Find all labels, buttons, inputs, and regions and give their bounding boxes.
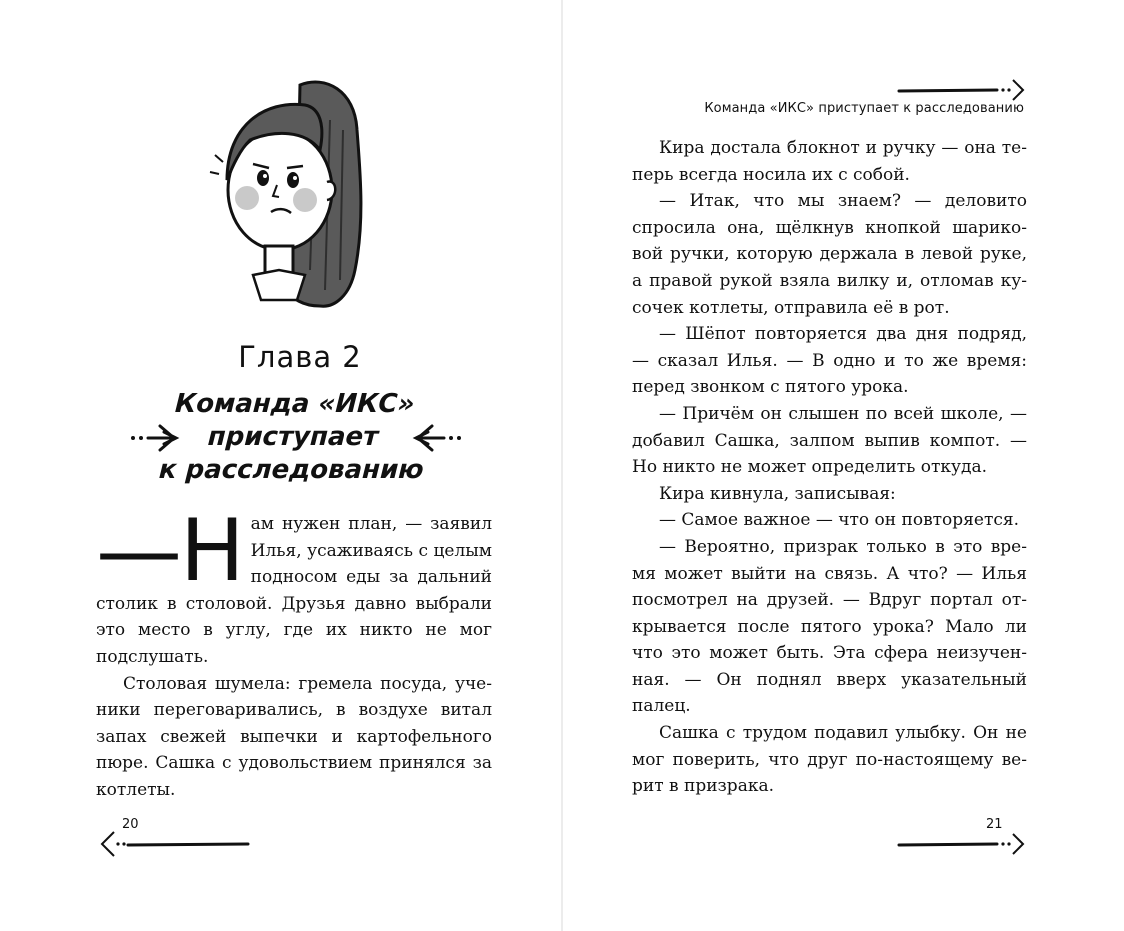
paragraph: — Вероятно, призрак только в это время может выйти на связь. А что? — Илья посмотрел на друзей. — Вдруг портал открывается после пятого урока? Мало ли что это может быть. Эта сфера неизученная. — Он поднял вверх указательный палец. — [632, 536, 1027, 717]
paragraph: Кира достала блокнот и ручку — она теперь всегда носила их с собой. — [632, 138, 1027, 185]
running-head: Команда «ИКС» приступает к расследованию — [704, 101, 1024, 116]
chapter-title-line-1: Команда «ИКС» — [174, 389, 416, 419]
right-body-text — [632, 135, 1027, 800]
left-body-text — [96, 501, 492, 804]
chapter-title — [0, 388, 589, 487]
right-page — [562, 0, 1124, 931]
right-arrow-ornament — [412, 418, 462, 458]
paragraph: Сашка с трудом подавил улыбку. Он не мог поверить, что друг по-настоящему верит в призрака. — [632, 723, 1027, 797]
paragraph: — Самое важное — что он повторяется. — [659, 510, 1019, 531]
footer-ornament — [100, 828, 250, 858]
left-arrow-ornament — [130, 418, 180, 458]
paragraph: Столовая шумела: гремела посуда, ученики переговаривались, в воздухе витал запах свежей выпечки и картофельного пюре. Сашка с удовольствием принялся за котлеты. — [96, 673, 492, 800]
chapter-title-line-2: приступает — [207, 422, 380, 452]
chapter-title-line-3: к расследованию — [158, 455, 425, 485]
paragraph-text: ам нужен план, — заявил Илья, усаживаясь с целым подносом еды за дальний столик в столовой. Друзья давно выбрали это место в углу, где их никто не мог подслушать. — [96, 514, 492, 667]
paragraph: — Причём он слышен по всей школе, — добавил Сашка, залпом выпив компот. — Но никто не может определить откуда. — [632, 403, 1027, 478]
paragraph: Кира кивнула, записывая: — [659, 483, 896, 504]
dropcap: —Н — [96, 501, 243, 601]
page-number: 20 — [122, 817, 139, 832]
footer-ornament — [897, 828, 1027, 858]
chapter-number: Глава 2 — [238, 340, 362, 374]
paragraph — [96, 501, 492, 671]
paragraph: — Шёпот повторяется два дня подряд, — сказал Илья. — В одно и то же время: перед звонком с пятого урока. — [632, 324, 1027, 398]
girl-illustration — [205, 70, 385, 315]
paragraph: — Итак, что мы знаем? — деловито спросила она, щёлкнув кнопкой шариковой ручки, которую держала в левой руке, а правой рукой взяла вилку и, отломав кусочек котлеты, отправила её в рот. — [632, 191, 1027, 318]
page-number: 21 — [986, 817, 1003, 832]
